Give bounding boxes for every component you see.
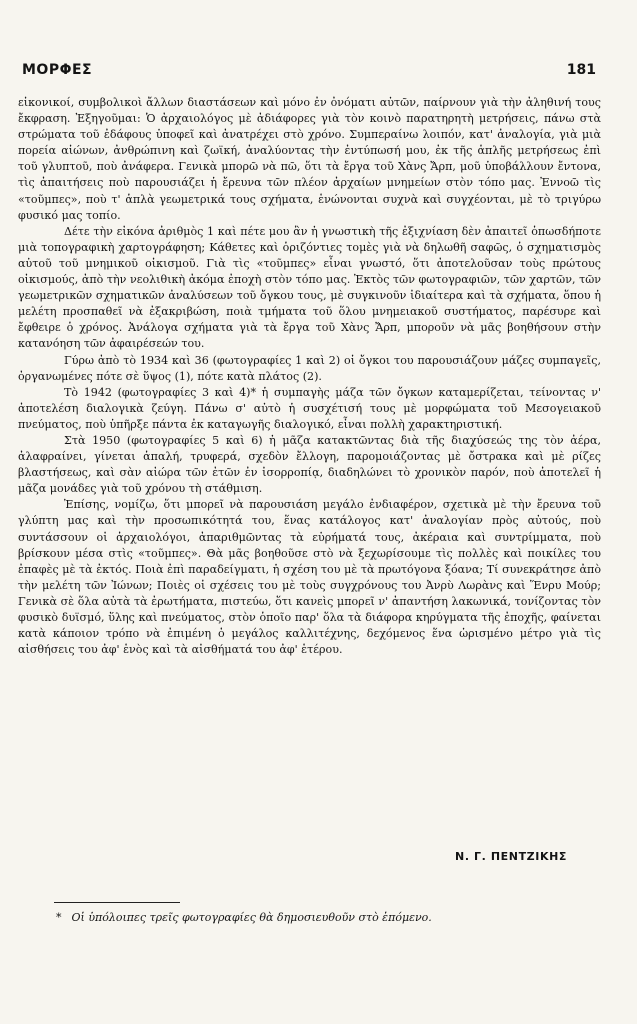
paragraph: Στὰ 1950 (φωτογραφίες 5 καὶ 6) ἡ μᾶζα κατακτῶντας διὰ τῆς διαχύσεώς της τὸν ἀέρα, ἀλαφραίνει, γίνεται ἁπαλή, τρυφερά, σχεδὸν ἔλλογη, παρομοιάζοντας μὲ ὄστρακα καὶ μὲ ρίζες βλαστήσεως, καὶ σὰν αἰώρα τῶν ἐτῶν ἐν ἰσορροπίᾳ, διαδηλώνει τὸ χρονικὸν παρόν, ποὺ ἀποτελεῖ ἡ μᾶζα μονάδες γιὰ τοῦ χρόνου τὴ στάθμιση.	[18, 433, 601, 496]
footnote	[56, 911, 576, 924]
body-text	[18, 95, 601, 658]
page-number: 181	[566, 62, 596, 78]
author-signature: Ν. Γ. ΠΕΝΤΖΙΚΗΣ	[455, 850, 567, 863]
paragraph: Τὸ 1942 (φωτογραφίες 3 καὶ 4)* ἡ συμπαγὴς μάζα τῶν ὄγκων καταμερίζεται, τείνοντας ν' ἀποτελέση διαλογικὰ ζεύγη. Πάνω σ' αὐτὸ ἡ συσχέτισή τους μὲ μορφώματα τοῦ Μεσογειακοῦ πνεύματος, ποὺ ὑπῆρξε πάντα ἐκ καταγωγῆς διαλογικό, εἶναι πολλὴ χαρακτηριστική.	[18, 385, 601, 431]
paragraph: Ἐπίσης, νομίζω, ὅτι μπορεῖ νὰ παρουσιάση μεγάλο ἐνδιαφέρον, σχετικὰ μὲ τὴν ἔρευνα τοῦ γλύπτη μας καὶ τὴν προσωπικότητά του, ἕνας κατάλογος κατ' ἀναλογίαν πρὸς αὐτούς, ποὺ συντάσσουν οἱ ἀρχαιολόγοι, ἀπαριθμῶντας τὰ εὑρήματά τους, ἀκέραια καὶ συντρίμματα, ποὺ βρίσκουν μέσα στὶς «τοῦμπες». Θὰ μᾶς βοηθοῦσε στὸ νὰ ξεχωρίσουμε τὶς πολλὲς καὶ ποικίλες του ἐπαφὲς μὲ τὰ ἐκτός. Ποιὰ ἐπὶ παραδείγματι, ἡ σχέση του μὲ τὰ πρωτόγονα ξόανα; Τί συνεκράτησε ἀπὸ τὴν μελέτη τῶν Ἰώνων; Ποιὲς οἱ σχέσεις του μὲ τοὺς συγχρόνους του Ἀνρὺ Λωρὰνς καὶ Ἕνρυ Μούρ; Γενικὰ σὲ ὅλα αὐτὰ τὰ ἐρωτήματα, πιστεύω, ὅτι κανεὶς μπορεῖ ν' ἀπαντήση λακωνικά, τονίζοντας τὸν φυσικὸ δυϊσμό, ὕλης καὶ πνεύματος, στὸν ὁποῖο παρ' ὅλα τὰ διάφορα κηρύγματα τῆς ἐποχῆς, φαίνεται κατὰ κάποιον τρόπο νὰ ἐπιμένη ὁ μεγάλος καλλιτέχνης, δεχόμενος ἕνα ὡρισμένο μέτρο γιὰ τὶς αἰσθήσεις του ἀφ' ἑνὸς καὶ τὰ αἰσθήματά του ἀφ' ἑτέρου.	[18, 498, 601, 657]
running-title: ΜΟΡΦΕΣ	[22, 62, 93, 78]
paragraph: εἰκονικοί, συμβολικοὶ ἄλλων διαστάσεων καὶ μόνο ἐν ὀνόματι αὐτῶν, παίρνουν γιὰ τὴν ἀληθινή τους ἔκφραση. Ἐξηγοῦμαι: Ὁ ἀρχαιολόγος μὲ ἀδιάφορες γιὰ τὸν κοινὸ παρατηρητὴ μετρήσεις, πάνω στὰ στρώματα τοῦ ἐδάφους ὑποφεῖ καὶ ἀνατρέχει στὸ χρόνο. Συμπεραίνω λοιπόν, κατ' ἀναλογία, γιὰ μιὰ πορεία αἰώνων, ἀνθρώπινη καὶ ζωϊκή, ἀναλύοντας τὴν ἐντύπωσή μου, ἐκ τῆς ἁπλῆς μετρήσεως ἐπὶ τοῦ γλυπτοῦ, ποὺ ἀνάφερα. Γενικὰ μπορῶ νὰ πῶ, ὅτι τὰ ἔργα τοῦ Χὰνς Ἄρπ, μοῦ ὑποβάλλουν ἔντονα, τὶς ἀπαιτήσεις ποὺ παρουσιάζει ἡ ἔρευνα τῶν πλέον ἀρχαίων μνημείων στὸν τόπο μας. Ἐννοῶ τὶς «τοῦμπες», ποὺ τ' ἁπλὰ γεωμετρικά τους σχήματα, ἑνώνονται συχνὰ καὶ συγχέονται, μὲ τὸ τριγύρω φυσικό μας τοπίο.	[18, 96, 601, 222]
page-header	[22, 62, 596, 80]
footnote-marker: *	[56, 911, 62, 924]
footnote-text: Οἱ ὑπόλοιπες τρεῖς φωτογραφίες θὰ δημοσιευθοῦν στὸ ἑπόμενο.	[71, 911, 432, 924]
paragraph: Δέτε τὴν εἰκόνα ἀριθμὸς 1 καὶ πέτε μου ἂν ἡ γνωστικὴ τῆς ἐξιχνίαση δὲν ἀπαιτεῖ ὁπωσδήποτε μιὰ τοπογραφικὴ χαρτογράφηση; Κάθετες καὶ ὁριζόντιες τομὲς γιὰ νὰ δηλωθῆ σαφῶς, ὁ σχηματισμὸς αὐτοῦ τοῦ μνημικοῦ οἰκισμοῦ. Γιὰ τὶς «τοῦμπες» εἶναι γνωστό, ὅτι ἀποτελοῦσαν τοὺς πρώτους οἰκισμούς, ἀπὸ τὴν νεολιθικὴ ἀκόμα ἐποχὴ στὸν τόπο μας. Ἐκτὸς τῶν φωτογραφιῶν, τῶν χαρτῶν, τῶν γεωμετρικῶν σχηματικῶν ἀναλύσεων τοῦ ὄγκου τους, μὲ συγκινοῦν ἰδιαίτερα καὶ τὰ σχήματα, ὅπου ἡ μελέτη προσπαθεῖ νὰ ἐξακριβώση, ποιὰ τμήματα τοῦ ὅλου μνημειακοῦ συστήματος, παρέσυρε καὶ ἔφθειρε ὁ χρόνος. Ἀνάλογα σχήματα γιὰ τὰ ἔργα τοῦ Χὰνς Ἄρπ, μποροῦν νὰ μᾶς βοηθήσουν στὴν κατανόηση τῶν ἀφαιρέσεών του.	[18, 224, 601, 351]
footnote-divider	[54, 902, 180, 903]
paragraph: Γύρω ἀπὸ τὸ 1934 καὶ 36 (φωτογραφίες 1 καὶ 2) οἱ ὄγκοι του παρουσιάζουν μάζες συμπαγεῖς, ὀργανωμένες πότε σὲ ὕψος (1), πότε κατὰ πλάτος (2).	[18, 353, 601, 383]
